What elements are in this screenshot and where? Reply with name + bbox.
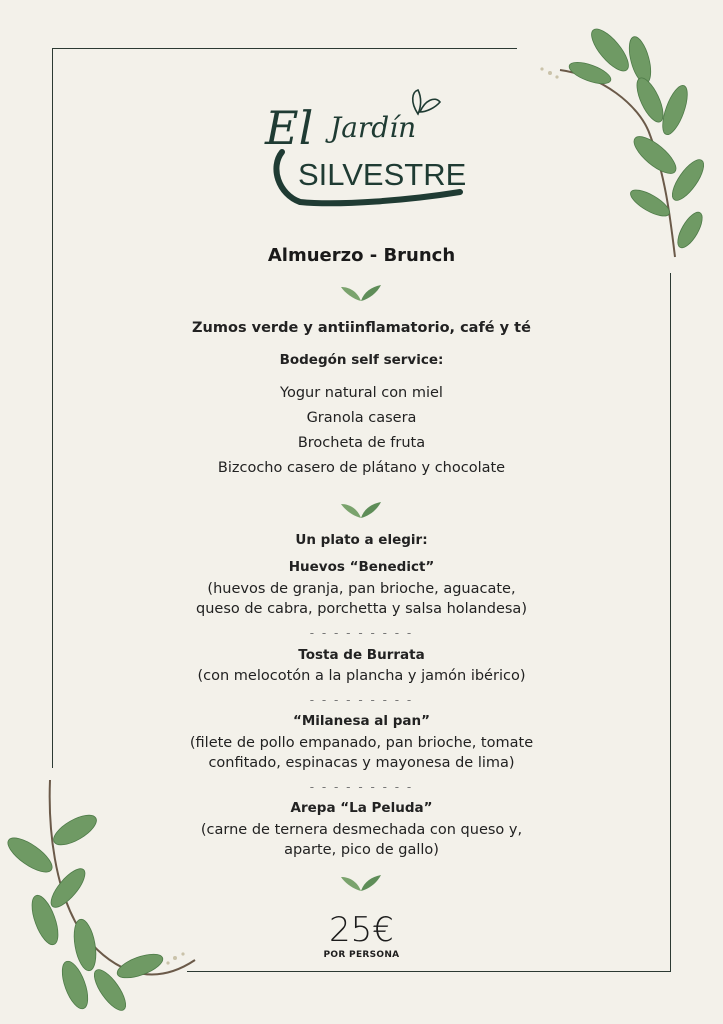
dish-desc: aparte, pico de gallo)	[284, 842, 439, 858]
dish-name: Huevos “Benedict”	[288, 559, 435, 575]
dish-desc: confitado, espinacas y mayonesa de lima)	[208, 755, 515, 771]
list-item: Granola casera	[306, 410, 417, 426]
frame-top	[52, 48, 517, 49]
dish-desc: (huevos de granja, pan brioche, aguacate,	[207, 581, 516, 597]
leaf-branch-icon	[530, 25, 723, 265]
menu-title: Almuerzo - Brunch	[267, 245, 456, 266]
restaurant-logo	[260, 82, 470, 212]
dish-desc: (carne de ternera desmechada con queso y,	[200, 822, 523, 838]
leaf-divider-icon	[339, 281, 383, 303]
dish-separator: - - - - - - - - -	[309, 626, 414, 640]
dish-desc: (filete de pollo empanado, pan brioche, tomate	[189, 735, 534, 751]
drinks-line: Zumos verde y antiinflamatorio, café y té	[192, 320, 531, 336]
list-item: Brocheta de fruta	[297, 435, 426, 451]
price: 25€	[329, 910, 394, 950]
frame-left	[52, 48, 53, 768]
list-item: Bizcocho casero de plátano y chocolate	[217, 460, 506, 476]
price-note: POR PERSONA	[323, 950, 400, 960]
bodegon-title: Bodegón self service:	[279, 352, 444, 368]
frame-bottom	[187, 971, 671, 972]
frame-right	[670, 273, 671, 972]
dish-name: Tosta de Burrata	[298, 647, 425, 663]
leaf-divider-icon	[339, 498, 383, 520]
logo-el: El	[265, 101, 314, 155]
dish-desc: (con melocotón a la plancha y jamón ibérico)	[197, 668, 526, 684]
dish-name: “Milanesa al pan”	[293, 713, 430, 729]
list-item: Yogur natural con miel	[280, 385, 443, 401]
logo-jardin: Jardín	[330, 111, 417, 144]
dish-desc: queso de cabra, porchetta y salsa holandesa)	[196, 601, 527, 617]
dish-name: Arepa “La Peluda”	[290, 800, 433, 816]
dish-separator: - - - - - - - - -	[309, 693, 414, 707]
choice-title: Un plato a elegir:	[295, 532, 428, 548]
logo-silvestre: SILVESTRE	[298, 157, 467, 192]
dish-separator: - - - - - - - - -	[309, 780, 414, 794]
leaf-divider-icon	[339, 871, 383, 893]
